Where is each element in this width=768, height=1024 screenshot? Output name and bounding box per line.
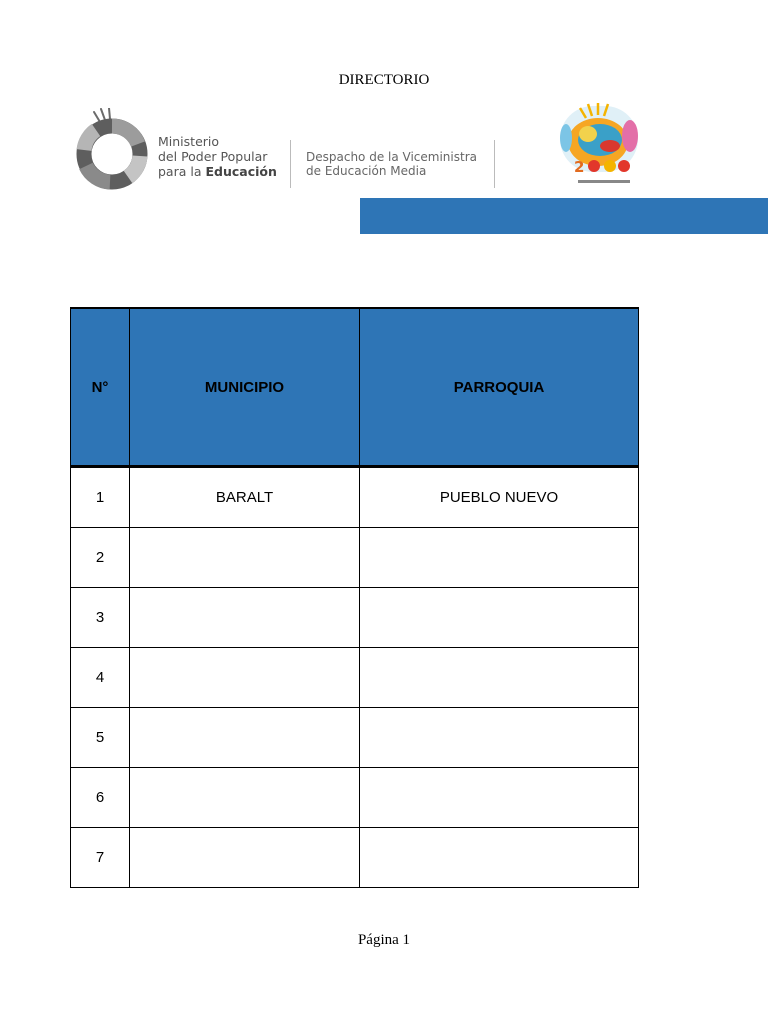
despacho-line-2: de Educación Media xyxy=(306,164,427,178)
parroquia-cell xyxy=(360,528,639,588)
parroquia-cell xyxy=(360,588,639,648)
table-row xyxy=(71,648,639,708)
municipio-cell xyxy=(130,648,360,708)
column-header-municipio: MUNICIPIO xyxy=(130,308,360,467)
ministry-line-1: Ministerio xyxy=(158,134,220,149)
municipio-cell xyxy=(130,828,360,888)
municipio-cell xyxy=(130,768,360,828)
table-row xyxy=(71,467,639,528)
row-number: 6 xyxy=(71,768,130,828)
column-header-parroquia: PARROQUIA xyxy=(360,308,639,467)
table-row xyxy=(71,588,639,648)
row-number: 4 xyxy=(71,648,130,708)
header-divider xyxy=(494,140,495,188)
page-number: Página 1 xyxy=(357,932,411,948)
parroquia-cell xyxy=(360,828,639,888)
parroquia-cell xyxy=(360,768,639,828)
row-number: 1 xyxy=(71,467,130,528)
table-row xyxy=(71,828,639,888)
municipio-cell xyxy=(130,528,360,588)
directory-table xyxy=(70,307,639,888)
ministry-logo-icon xyxy=(70,108,154,192)
table-header-row xyxy=(71,308,639,467)
parroquia-cell xyxy=(360,648,639,708)
svg-text:2: 2 xyxy=(574,158,585,176)
table-row xyxy=(71,528,639,588)
anniversary-emblem-icon xyxy=(558,102,640,188)
column-header-number: N° xyxy=(71,308,130,467)
row-number: 5 xyxy=(71,708,130,768)
municipio-cell xyxy=(130,588,360,648)
document-title: DIRECTORIO xyxy=(338,72,430,88)
ministry-line-3: para la xyxy=(158,164,202,179)
header-accent-band xyxy=(360,198,768,234)
row-number: 7 xyxy=(71,828,130,888)
row-number: 3 xyxy=(71,588,130,648)
row-number: 2 xyxy=(71,528,130,588)
table-row xyxy=(71,708,639,768)
header-divider xyxy=(290,140,291,188)
despacho-name xyxy=(306,150,477,178)
table-row xyxy=(71,768,639,828)
ministry-line-2: del Poder Popular xyxy=(158,149,268,164)
ministry-line-4: Educación xyxy=(205,164,277,179)
municipio-cell xyxy=(130,708,360,768)
ministry-name xyxy=(158,134,277,179)
municipio-cell: BARALT xyxy=(130,467,360,528)
despacho-line-1: Despacho de la Viceministra xyxy=(306,150,477,164)
parroquia-cell xyxy=(360,708,639,768)
parroquia-cell: PUEBLO NUEVO xyxy=(360,467,639,528)
